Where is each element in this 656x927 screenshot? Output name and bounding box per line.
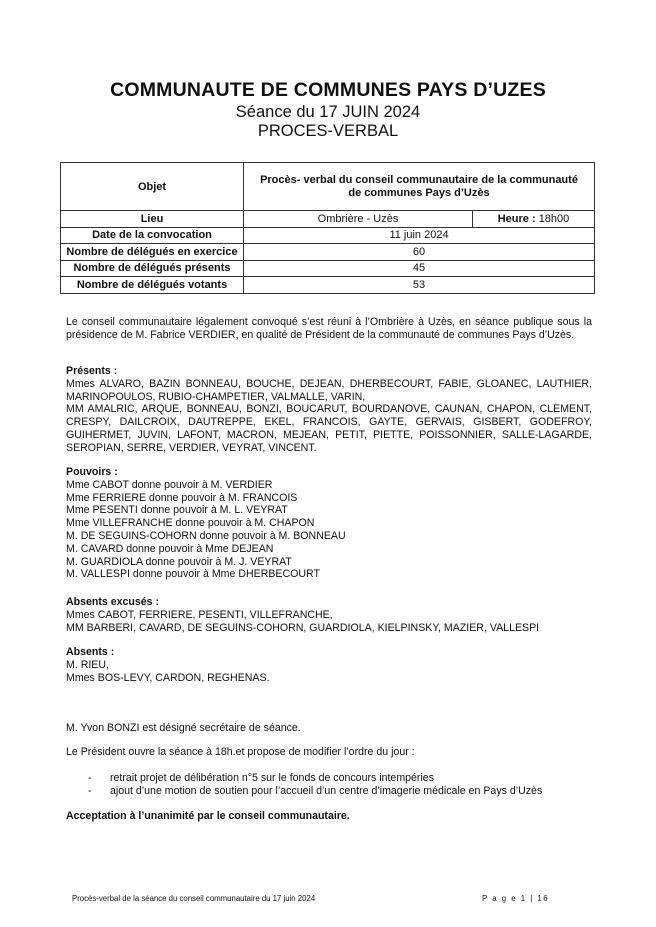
- absents-m: M. RIEU,: [66, 658, 109, 671]
- presents-count-value: 45: [244, 260, 595, 277]
- pouvoir-item: M. DE SEGUINS-COHORN donne pouvoir à M. BONNEAU: [66, 529, 346, 542]
- pouvoirs-title: Pouvoirs :: [66, 466, 118, 478]
- objet-label: Objet: [61, 163, 244, 211]
- exercice-value: 60: [244, 244, 595, 261]
- convocation-value: 11 juin 2024: [244, 227, 595, 244]
- votants-value: 53: [244, 277, 595, 294]
- secretaire-line: M. Yvon BONZI est désigné secrétaire de séance.: [66, 722, 301, 734]
- lieu-value: Ombrière - Uzès: [244, 211, 473, 228]
- excuses-title: Absents excusés :: [66, 596, 160, 608]
- pouvoir-item: M. VALLESPI donne pouvoir à Mme DHERBECOURT: [66, 568, 320, 581]
- list-item: [88, 785, 542, 798]
- intro-paragraph: Le conseil communautaire légalement convoqué s’est réuni à l’Ombrière à Uzès, en séance publique sous la présidence de M. Fabrice VERDIER, en qualité de Président de la communauté de communes Pays d’Uzès.: [66, 316, 592, 341]
- pouvoir-item: Mme PESENTI donne pouvoir à M. L. VEYRAT: [66, 504, 288, 517]
- info-row-convocation: [61, 227, 595, 244]
- pouvoir-item: Mme CABOT donne pouvoir à M. VERDIER: [66, 478, 273, 491]
- pouvoir-item: M. GUARDIOLA donne pouvoir à M. J. VEYRAT: [66, 555, 292, 568]
- excuses-section: [66, 596, 592, 634]
- list-item-text: ajout d’une motion de soutien pour l’accueil d’un centre d’imagerie médicale en Pays d’Uzès: [110, 784, 543, 797]
- acceptation-line: Acceptation à l’unanimité par le conseil communautaire.: [66, 810, 350, 822]
- objet-line-1: Procès- verbal du conseil communautaire de la communauté: [260, 173, 578, 186]
- objet-value: [244, 163, 595, 211]
- ordre-du-jour-list: [88, 772, 542, 798]
- page-number: P a g e 1 | 16: [482, 894, 550, 903]
- pouvoir-item: M. CAVARD donne pouvoir à Mme DEJEAN: [66, 542, 274, 555]
- seance-date: Séance du 17 JUIN 2024: [235, 103, 421, 121]
- pouvoirs-section: [66, 466, 592, 581]
- document-type: PROCES-VERBAL: [257, 122, 399, 140]
- presents-section: [66, 365, 592, 455]
- heure-label: Heure :: [497, 212, 536, 225]
- list-marker: -: [88, 772, 92, 784]
- pouvoir-item: Mme FERRIERE donne pouvoir à M. FRANCOIS: [66, 491, 298, 504]
- ouverture-line: Le Président ouvre la séance à 18h.et propose de modifier l’ordre du jour :: [66, 746, 415, 758]
- heure-cell: [473, 211, 595, 228]
- objet-line-2: de communes Pays d’Uzès: [348, 186, 490, 199]
- excuses-mmes: Mmes CABOT, FERRIERE, PESENTI, VILLEFRANCHE,: [66, 608, 333, 621]
- list-item-text: retrait projet de délibération n°5 sur le fonds de concours intempéries: [110, 772, 434, 784]
- heure-value: 18h00: [538, 212, 570, 225]
- list-item: [88, 772, 542, 785]
- info-row-votants: [61, 277, 595, 294]
- votants-label: Nombre de délégués votants: [61, 277, 244, 294]
- info-row-exercice: [61, 244, 595, 261]
- excuses-mm: MM BARBERI, CAVARD, DE SEGUINS-COHORN, GUARDIOLA, KIELPINSKY, MAZIER, VALLESPI: [66, 621, 540, 634]
- exercice-label: Nombre de délégués en exercice: [61, 244, 244, 261]
- absents-title: Absents :: [66, 646, 115, 658]
- presents-mmes: Mmes ALVARO, BAZIN BONNEAU, BOUCHE, DEJEAN, DHERBECOURT, FABIE, GLOANEC, LAUTHIER, MARINOPOULOS, RUBIO-CHAMPETIER, VALMALLE, VARIN,: [66, 377, 592, 403]
- list-marker: -: [88, 784, 92, 797]
- presents-title: Présents :: [66, 365, 118, 377]
- info-row-presents: [61, 260, 595, 277]
- absents-section: [66, 646, 592, 684]
- convocation-label: Date de la convocation: [61, 227, 244, 244]
- presents-count-label: Nombre de délégués présents: [61, 260, 244, 277]
- info-row-lieu: [61, 211, 595, 228]
- presents-mm: MM AMALRIC, ARQUE, BONNEAU, BONZI, BOUCARUT, BOURDANOVE, CAUNAN, CHAPON, CLEMENT, CRESPY, DAILCROIX, DAUTREPPE, EKEL, FRANCOIS, GAYTE, GERVAIS, GISBERT, GODEFROY, GUIHERMET, JUVIN, LAFONT, MACRON, MEJEAN, PETIT, PIETTE, POISSONNIER, SALLE-LAGARDE, SEROPIAN, SERRE, VERDIER, VEYRAT, VINCENT.: [66, 403, 592, 454]
- info-row-objet: [61, 163, 595, 211]
- footer-title: Procès-verbal de la séance du conseil communautaire du 17 juin 2024: [72, 894, 316, 903]
- absents-mmes: Mmes BOS-LEVY, CARDON, REGHENAS.: [66, 671, 270, 684]
- document-title: COMMUNAUTE DE COMMUNES PAYS D’UZES: [110, 79, 546, 101]
- info-table: [60, 162, 595, 294]
- lieu-label: Lieu: [61, 211, 244, 228]
- pouvoir-item: Mme VILLEFRANCHE donne pouvoir à M. CHAPON: [66, 517, 315, 530]
